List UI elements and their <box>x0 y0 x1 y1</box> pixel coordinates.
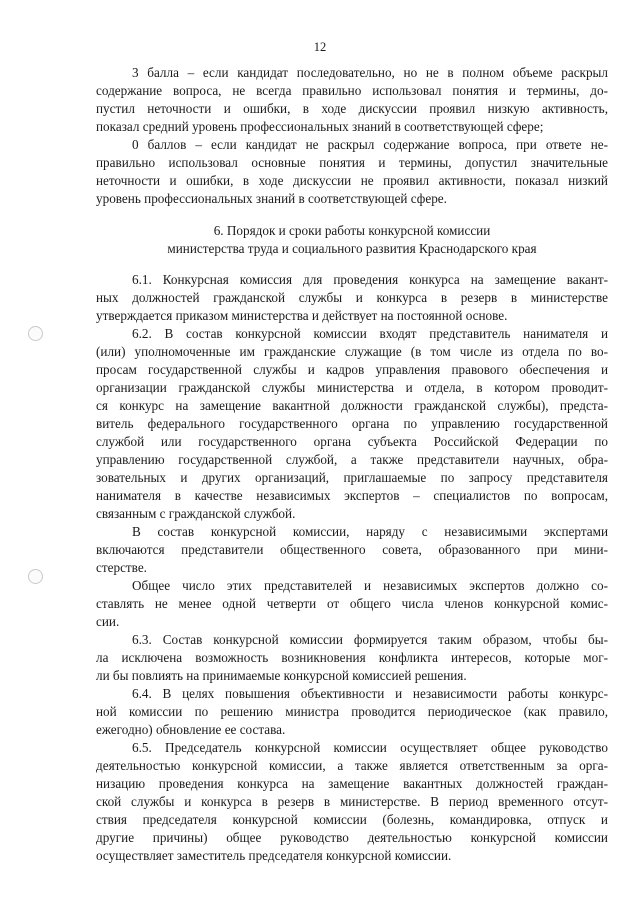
text-line: осуществляет заместитель председателя конкурсной комиссии. <box>96 848 452 863</box>
punch-hole-mark <box>28 326 43 341</box>
text-line: службой или государственного органа субъекта Российской Федерации по <box>96 434 608 449</box>
text-line: ствия председателя конкурсной комиссии (болезнь, командировка, отпуск и <box>96 812 608 827</box>
text-line: ла исключена возможность возникновения конфликта интересов, которые мог- <box>96 650 608 665</box>
text-line: содержание вопроса, не всегда правильно использовал понятия и термины, до- <box>96 83 608 98</box>
text-line: организации гражданской службы министерства и отдела, в котором проводит- <box>96 380 608 395</box>
text-line: управлению государственной службой, а также представители научных, обра- <box>96 452 608 467</box>
text-line: витель федерального государственного органа по управлению государственной <box>96 416 608 431</box>
text-line: 6.5. Председатель конкурсной комиссии осуществляет общее руководство <box>132 740 608 755</box>
text-line: ли бы повлиять на принимаемые конкурсной комиссией решения. <box>96 668 467 683</box>
text-line: низацию проведения конкурса на замещение вакантных должностей граждан- <box>96 776 608 791</box>
text-line: 6.4. В целях повышения объективности и независимости работы конкурс- <box>132 686 608 701</box>
text-line: ежегодно) обновление ее состава. <box>96 722 286 737</box>
text-line: ской службы и конкурса в резерв в министерстве. В период временного отсут- <box>96 794 608 809</box>
text-line: уровень профессиональных знаний в соответствующей сфере. <box>96 191 447 206</box>
text-line: включаются представители общественного совета, образованного при мини- <box>96 542 608 557</box>
text-line: правильно использовал основные понятия и термины, допустил значительные <box>96 155 608 170</box>
text-line: другие причины) общее руководство деятельностью конкурсной комиссии <box>96 830 608 845</box>
text-line: неточности и ошибки, в ходе дискуссии не проявил активности, показал низкий <box>96 173 608 188</box>
text-line: зовательных и других организаций, приглашаемые по запросу представителя <box>96 470 608 485</box>
text-line: 6.1. Конкурсная комиссия для проведения конкурса на замещение вакант- <box>132 272 608 287</box>
page-number: 12 <box>313 40 327 54</box>
section-heading: 6. Порядок и сроки работы конкурсной комиссии <box>213 223 491 238</box>
text-line: деятельностью конкурсной комиссии, а также является ответственным за орга- <box>96 758 608 773</box>
text-line: просам государственной службы и кадров управления правового обеспечения и <box>96 362 608 377</box>
text-line: сии. <box>96 614 120 629</box>
text-line: Общее число этих представителей и независимых экспертов должно со- <box>132 578 608 593</box>
section-heading: министерства труда и социального развития Краснодарского края <box>167 241 537 256</box>
text-line: 6.2. В состав конкурсной комиссии входят представитель нанимателя и <box>132 326 608 341</box>
text-line: 3 балла – если кандидат последовательно, но не в полном объеме раскрыл <box>132 65 608 80</box>
text-line: 0 баллов – если кандидат не раскрыл содержание вопроса, при ответе не- <box>132 137 608 152</box>
text-line: связанным с гражданской службой. <box>96 506 296 521</box>
text-line: показал средний уровень профессиональных знаний в соответствующей сфере; <box>96 119 544 134</box>
punch-hole-mark <box>28 569 43 584</box>
text-line: стерстве. <box>96 560 147 575</box>
text-line: ной комиссии по решению министра проводится периодическое (как правило, <box>96 704 608 719</box>
text-line: ставлять не менее одной четверти от общего числа членов конкурсной комис- <box>96 596 608 611</box>
text-line: ся конкурс на замещение вакантной должности гражданской службы), предста- <box>96 398 608 413</box>
text-line: В состав конкурсной комиссии, наряду с независимыми экспертами <box>132 524 608 539</box>
text-line: пустил неточности и ошибки, в ходе дискуссии проявил низкую активность, <box>96 101 608 116</box>
text-line: нанимателя в качестве независимых экспертов – специалистов по вопросам, <box>96 488 608 503</box>
text-line: (или) уполномоченные им гражданские служащие (в том числе из отдела по во- <box>96 344 608 359</box>
text-line: утверждается приказом министерства и действует на постоянной основе. <box>96 308 508 323</box>
text-line: ных должностей гражданской службы и конкурса в резерв в министерстве <box>96 290 608 305</box>
text-line: 6.3. Состав конкурсной комиссии формируется таким образом, чтобы бы- <box>132 632 608 647</box>
